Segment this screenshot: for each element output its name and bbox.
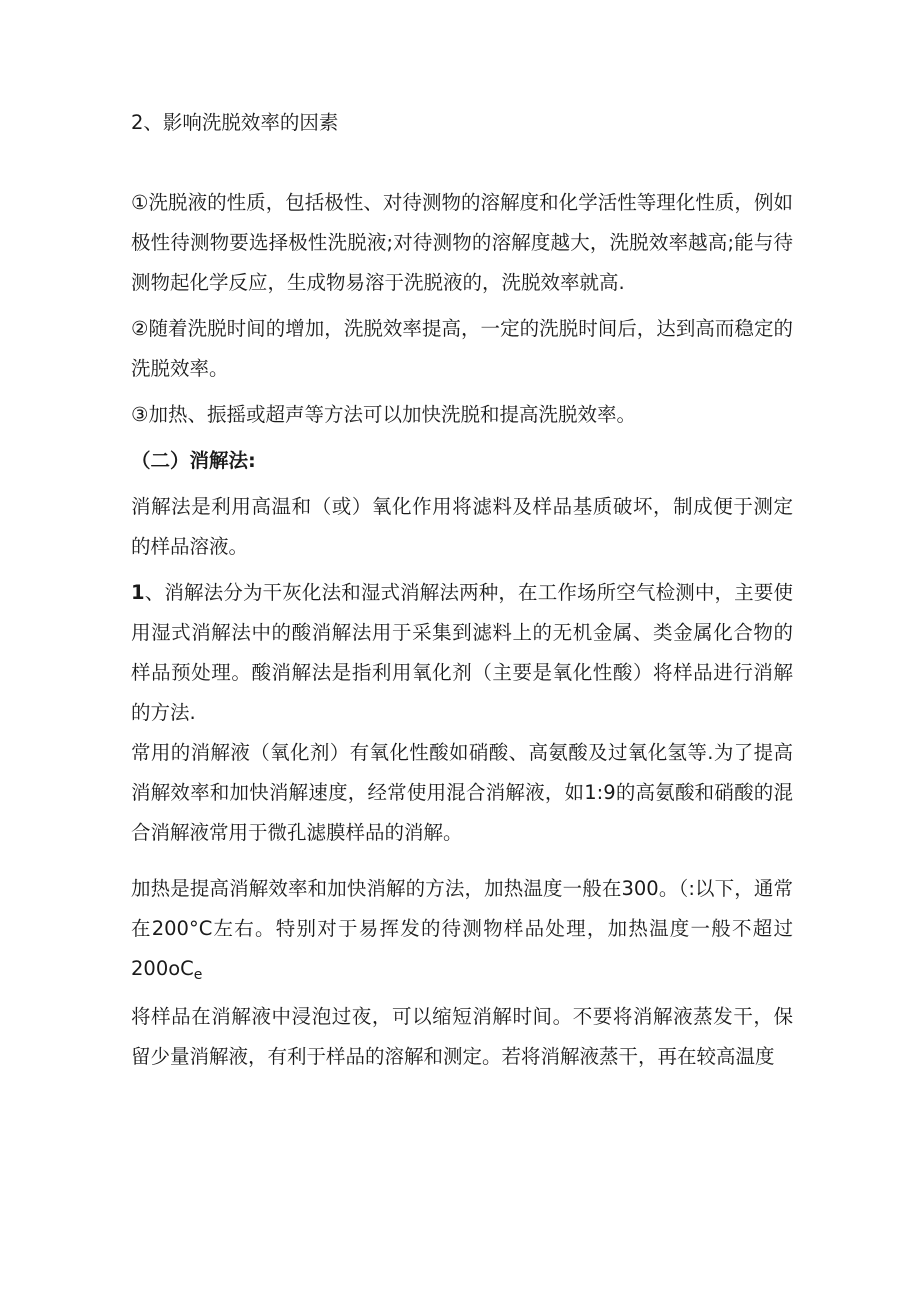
temperature-unit: oC (168, 957, 194, 980)
paragraph-digestion-solutions: 常用的消解液（氧化剂）有氧化性酸如硝酸、高氨酸及过氧化氢等.为了提高消解效率和加快消解速度，经常使用混合消解液，如1:9的高氨酸和硝酸的混合消解液常用于微孔滤膜样品的消解。 (131, 741, 793, 844)
paragraph-digestion-types (131, 573, 793, 733)
temperature-unit-subscript: e (193, 967, 203, 983)
paragraph-digestion-types-text: 、消解法分为干灰化法和湿式消解法两种，在工作场所空气检测中，主要使用湿式消解法中的酸消解法用于采集到滤料上的无机金属、类金属化合物的样品预处理。酸消解法是指利用氧化剂（主要是氧化性酸）将样品进行消解的方法. (131, 581, 793, 724)
document-body (131, 103, 793, 1077)
section-heading-digestion: （二）消解法: (131, 449, 256, 472)
section-heading-elution-factors: 2、影响洗脱效率的因素 (131, 111, 339, 134)
paragraph-heating-temperature-text: 加热是提高消解效率和加快消解的方法，加热温度一般在300。（:以下，通常在200°C左右。特别对于易挥发的待测物样品处理，加热温度一般不超过200 (131, 877, 793, 980)
paragraph-eluent-properties: ①洗脱液的性质，包括极性、对待测物的溶解度和化学活性等理化性质，例如极性待测物要选择极性洗脱液;对待测物的溶解度越大，洗脱效率越高;能与待测物起化学反应，生成物易溶于洗脱液的，洗脱效率就高. (131, 191, 793, 294)
paragraph-heating-temperature (131, 869, 793, 991)
paragraph-elution-time: ②随着洗脱时间的增加，洗脱效率提高，一定的洗脱时间后，达到高而稳定的洗脱效率。 (131, 317, 793, 380)
list-number: 1 (131, 581, 145, 604)
paragraph-soaking-overnight: 将样品在消解液中浸泡过夜，可以缩短消解时间。不要将消解液蒸发干，保留少量消解液，有利于样品的溶解和测定。若将消解液蒸干，再在较高温度 (131, 1005, 793, 1068)
paragraph-heating-methods: ③加热、振摇或超声等方法可以加快洗脱和提高洗脱效率。 (131, 403, 636, 426)
paragraph-digestion-definition: 消解法是利用高温和（或）氧化作用将滤料及样品基质破坏，制成便于测定的样品溶液。 (131, 495, 793, 558)
